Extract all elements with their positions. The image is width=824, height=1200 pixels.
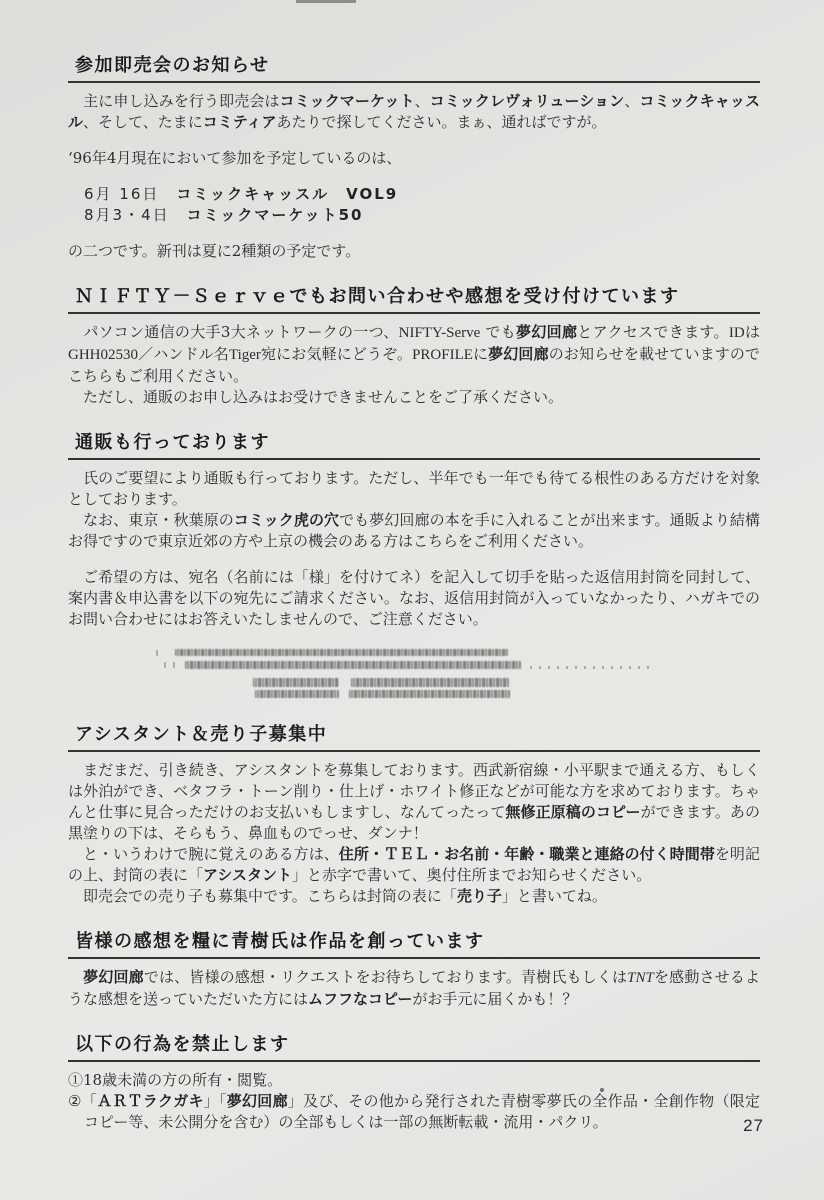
text-segment: 無修正原稿のコピー <box>505 803 641 821</box>
text-segment: 」と赤字で書いて、奥付住所までお知らせください。 <box>291 866 652 884</box>
section-heading: 参加即売会のお知らせ <box>68 52 760 83</box>
paragraph <box>68 387 760 408</box>
text-segment: 夢幻回廊 <box>83 968 144 986</box>
text-segment: コミックキャッスル <box>68 92 760 131</box>
text-segment: では、皆様の感想・リクエストをお待ちしております。青樹氏もしくは <box>143 968 628 986</box>
text-segment: ムフフなコピー <box>308 990 413 1008</box>
text-segment: コミックマーケット50 <box>186 206 364 224</box>
vertical-spacer <box>68 552 760 567</box>
paragraph <box>68 1070 760 1091</box>
text-segment: ／ハンドル名 <box>138 345 229 363</box>
text-segment: ②「 <box>68 1092 97 1110</box>
text-segment: でも <box>480 323 517 341</box>
section-nifty-serve <box>68 283 760 408</box>
section-feedback <box>68 928 760 1010</box>
page-number: 27 <box>743 1116 764 1135</box>
redacted-line <box>530 666 656 669</box>
text-segment: ができます。あの黒塗りの下は、そらもう、鼻血ものでっせ、ダンナ！ <box>68 803 760 842</box>
text-segment: 」及び、その他から発行された青樹零夢氏の全作品・全創作物（限定コピー等、未公開分を含む）の全部もしくは一部の無断転載・流用・パクリ。 <box>84 1092 760 1131</box>
text-segment: と・いうわけで腕に覚えのある方は、 <box>68 845 339 863</box>
text-segment: 」と書いてね。 <box>501 887 607 905</box>
section-heading: 以下の行為を禁止します <box>68 1031 760 1062</box>
text-segment: NIFTY-Serve <box>398 325 481 341</box>
text-segment: 夢幻回廊 <box>226 1092 288 1110</box>
text-segment: TNT <box>627 970 654 986</box>
paragraph <box>68 468 760 510</box>
text-segment: 即売会での売り子も募集中です。こちらは封筒の表に「 <box>68 887 457 905</box>
paragraph <box>68 1091 760 1133</box>
redacted-line <box>351 678 509 687</box>
text-segment: なお、東京・秋葉原の <box>68 511 234 529</box>
scan-artifact-dot <box>600 1088 604 1092</box>
text-segment: コミックキャッスル VOL9 <box>176 185 399 203</box>
text-segment: コミティア <box>202 113 277 131</box>
text-segment: コミック虎の穴 <box>233 511 340 529</box>
text-segment: に <box>472 345 489 363</box>
text-segment: のお知らせを載せていますのでこちらもご利用ください。 <box>68 345 760 385</box>
section-mail-order <box>68 429 760 700</box>
text-segment: PROFILE <box>412 347 473 363</box>
scan-artifact-smudge <box>296 0 356 3</box>
paragraph <box>68 844 760 886</box>
text-segment: ご希望の方は、宛名（名前には「様」を付けてネ）を記入して切手を貼った返信用封筒を同封して、案内書＆申込書を以下の宛先にご請求ください。なお、返信用封筒が入っていなかったり、ハガキでのお問い合わせにはお答えいたしませんので、ご注意ください。 <box>68 568 760 628</box>
redacted-address-block <box>68 640 760 700</box>
text-segment: 、 <box>624 92 640 110</box>
text-segment: は <box>744 323 760 341</box>
section-heading: ＮＩＦＴＹ－Ｓｅｒｖｅでもお問い合わせや感想を受け付けています <box>68 283 760 314</box>
redacted-line <box>175 649 508 656</box>
paragraph <box>68 184 760 205</box>
text-segment: ‘96年4月現在において参加を予定しているのは、 <box>68 149 402 167</box>
text-segment: アシスタント <box>203 866 292 884</box>
text-segment: の二つです。新刊は夏に2種類の予定です。 <box>68 242 361 260</box>
text-segment: 宛にお気軽にどうぞ。 <box>260 345 413 363</box>
paragraph <box>68 967 760 1010</box>
section-assistant-recruit <box>68 721 760 907</box>
paragraph <box>68 91 760 133</box>
text-segment: パソコン通信の大手3大ネットワークの一つ、 <box>68 323 399 341</box>
paragraph <box>68 760 760 844</box>
paragraph <box>68 567 760 630</box>
text-segment: 住所・ＴＥＬ・お名前・年齢・職業と連絡の付く時間帯 <box>338 845 715 863</box>
redacted-line <box>185 661 521 669</box>
paragraph <box>68 148 760 169</box>
text-segment: 主に申し込みを行う即売会は <box>68 92 280 110</box>
redacted-line <box>255 690 339 698</box>
text-segment: 夢幻回廊 <box>488 345 549 363</box>
text-segment: を明記の上、封筒の表に「 <box>68 845 760 884</box>
section-heading: 通販も行っております <box>68 429 760 460</box>
redacted-line <box>349 690 510 698</box>
redacted-line <box>164 662 175 668</box>
paragraph <box>68 322 760 387</box>
paragraph <box>68 510 760 552</box>
text-segment: ただし、通販のお申し込みはお受けできませんことをご了承ください。 <box>68 388 564 406</box>
vertical-spacer <box>68 226 760 241</box>
text-segment: 、そして、たまに <box>83 113 203 131</box>
text-segment: ①18歳未満の方の所有・閲覧。 <box>68 1071 283 1089</box>
text-segment <box>68 968 83 986</box>
text-segment: 売り子 <box>456 887 502 905</box>
text-segment: 6月 16日 <box>84 185 177 203</box>
section-prohibited <box>68 1031 760 1133</box>
text-segment: GHH02530 <box>68 347 138 363</box>
text-segment: コミックレヴォリューション <box>429 92 625 110</box>
text-segment: コミックマーケット <box>279 92 415 110</box>
text-segment: とアクセスできます。 <box>577 323 729 341</box>
text-segment: がお手元に届くかも！？ <box>412 990 578 1008</box>
text-segment: を感動させるような感想を送っていただいた方には <box>68 968 760 1008</box>
sections-container <box>68 52 760 1133</box>
vertical-spacer <box>68 169 760 184</box>
redacted-line <box>253 678 339 687</box>
section-heading: アシスタント＆売り子募集中 <box>68 721 760 752</box>
text-segment: 8月3・4日 <box>84 206 187 224</box>
paragraph <box>68 205 760 226</box>
text-segment: 夢幻回廊 <box>516 323 578 341</box>
text-segment: まだまだ、引き続き、アシスタントを募集しております。西武新宿線・小平駅まで通える方、もしくは外泊ができ、ベタフラ・トーン削り・仕上げ・ホワイト修正などが可能な方を求めております。ちゃんと仕事に見合っただけのお支払いもしますし、なんてったって <box>68 761 760 821</box>
text-segment: でも夢幻回廊の本を手に入れることが出来ます。通販より結構お得ですので東京近郊の方や上京の機会のある方はこちらをご利用ください。 <box>68 511 760 550</box>
text-segment: 氏のご要望により通販も行っております。ただし、半年でも一年でも待てる根性のある方だけを対象としております。 <box>68 469 760 508</box>
paragraph <box>68 241 760 262</box>
paragraph <box>68 886 760 907</box>
section-heading: 皆様の感想を糧に青樹氏は作品を創っています <box>68 928 760 959</box>
text-segment: Tiger <box>228 347 261 363</box>
vertical-spacer <box>68 133 760 148</box>
text-segment: ID <box>728 325 745 341</box>
text-segment: 、 <box>414 92 430 110</box>
text-segment: ＡＲＴラクガキ <box>96 1092 204 1110</box>
redacted-line <box>156 650 165 656</box>
text-segment: あたりで探してください。まぁ、通ればですが。 <box>276 113 607 131</box>
text-segment: 」「 <box>203 1092 227 1110</box>
section-events-notice <box>68 52 760 262</box>
